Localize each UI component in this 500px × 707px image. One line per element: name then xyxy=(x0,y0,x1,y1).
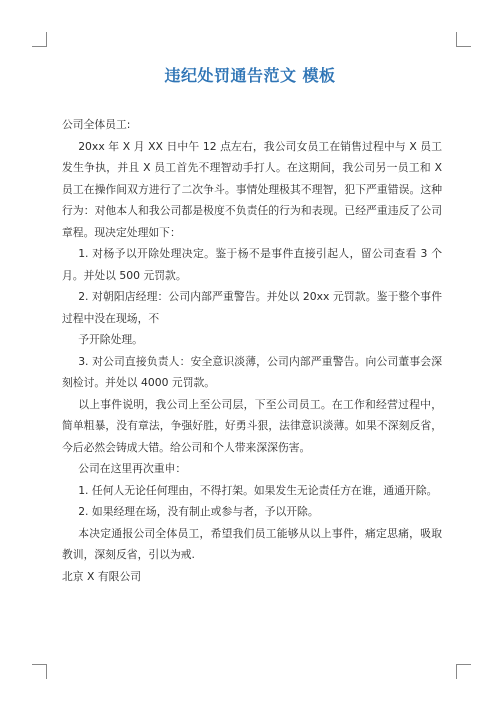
paragraph-rule-1: 1. 任何人无论任何理由，不得打架。如果发生无论责任方在谁，通通开除。 xyxy=(78,483,438,497)
crop-mark-top-left xyxy=(32,32,47,47)
paragraph-decision-2: 2. 对朝阳店经理：公司内部严重警告。并处以 20xx 元罚款。鉴于整个事件过程中没在现场，不 xyxy=(62,290,442,325)
document-body xyxy=(62,114,442,587)
paragraph-notice: 本决定通报公司全体员工，希望我们员工能够从以上事件，痛定思痛，吸取教训，深刻反省，引以为戒. xyxy=(62,526,442,561)
paragraph-reiterate: 公司在这里再次重申： xyxy=(78,462,187,475)
crop-mark-bottom-right xyxy=(456,664,471,679)
paragraph-decision-2-cont: 予开除处理。 xyxy=(78,333,143,346)
crop-mark-top-right xyxy=(456,32,471,47)
paragraph-decision-1: 1. 对杨予以开除处理决定。鉴于杨不是事件直接引起人，留公司查看 3 个月。并处以 500 元罚款。 xyxy=(62,247,442,282)
crop-mark-bottom-left xyxy=(32,664,47,679)
signature: 北京 X 有限公司 xyxy=(62,569,142,583)
paragraph-rule-2: 2. 如果经理在场，没有制止或参与者，予以开除。 xyxy=(78,505,319,518)
paragraph-summary: 以上事件说明，我公司上至公司层，下至公司员工。在工作和经营过程中，简单粗暴，没有章法，争强好胜，好勇斗狠，法律意识淡薄。如果不深刻反省，今后必然会铸成大错。给公司和个人带来深深伤害。 xyxy=(62,397,442,454)
document-title: 违纪处罚通告范文 模板 xyxy=(164,66,336,85)
paragraph-incident: 20xx 年 X 月 XX 日中午 12 点左右，我公司女员工在销售过程中与 X 员工发生争执，并且 X 员工首先不理智动手打人。在这期间，我公司另一员工和 X 员工在操作间双方进行了二次争斗。事情处理极其不理智，犯下严重错误。这种行为：对他本人和我公司都是极度不负责任的行为和表现。已经严重违反了公司章程。现决定处理如下： xyxy=(62,139,442,239)
salutation: 公司全体员工: xyxy=(62,118,131,131)
paragraph-decision-3: 3. 对公司直接负责人：安全意识淡薄，公司内部严重警告。向公司董事会深刻检讨。并处以 4000 元罚款。 xyxy=(62,354,442,389)
